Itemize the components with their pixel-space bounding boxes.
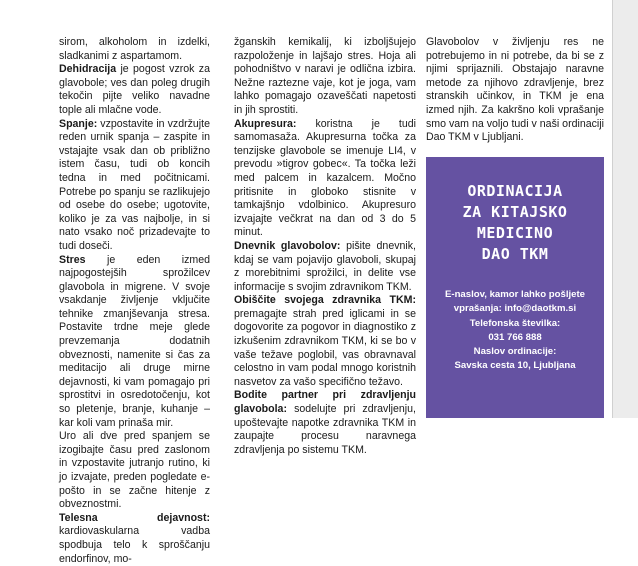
paragraph-text: premagajte strah pred iglicami in se dogovorite za pogovor in diagnostiko z izkušenim zdravnikom TKM, ki se bo v vaše težave poglobil, vas obravnaval celostno in vam podal mnogo koristnih nasvetov za vašo specifično težavo. bbox=[234, 307, 416, 388]
contact-phone: 031 766 888 bbox=[488, 331, 542, 343]
paragraph-stres bbox=[59, 254, 210, 431]
paragraph-text: je pogost vzrok za glavobole; ves dan poleg drugih tekočin pijte veliko navadne tople ali mlačne vode. bbox=[59, 63, 210, 116]
paragraph-text: je eden izmed najpogostejših sprožilcev glavobola in migrene. V svoje vsakdanje življenje vključite tehnike zmanjševanja stresa. Postavite trdne meje glede prevzemanja dodatnih obveznosti, namenite si čas za meditacijo ali druge mirne dejavnosti, ki vam pomagajo pri sprostitvi in osredotočenju, kot so pletenje, branje, kuhanje – kar koli vam prinaša mir. bbox=[59, 253, 210, 429]
paragraph-term: Dnevnik glavobolov: bbox=[234, 239, 341, 252]
paragraph-zdravnik bbox=[234, 294, 416, 389]
paragraph bbox=[234, 36, 416, 118]
article-column-2 bbox=[234, 36, 416, 457]
paragraph-partner bbox=[234, 389, 416, 457]
paragraph-term: Dehidracija bbox=[59, 63, 117, 76]
contact-email: vprašanja: info@daotkm.si bbox=[453, 303, 577, 315]
paragraph-telesna-dejavnost bbox=[59, 512, 210, 566]
paragraph-dehidracija bbox=[59, 63, 210, 117]
clinic-title-line: ORDINACIJA bbox=[467, 182, 563, 200]
contact-phone-label: Telefonska številka: bbox=[469, 317, 561, 329]
paragraph-text: Uro ali dve pred spanjem se izogibajte času pred zaslonom in vzpostavite jutranjo rutino, ki jo izvajate, preden pogledate e-pošto in se začne hitenje z obveznostmi. bbox=[59, 430, 210, 511]
paragraph-dnevnik bbox=[234, 240, 416, 294]
paragraph-text: pišite dnevnik, kdaj se vam pojavijo glavoboli, skupaj z morebitnimi sprožilci, in delite vse informacije s svojim zdravnikom TKM. bbox=[234, 239, 416, 293]
clinic-title-line: ZA KITAJSKO bbox=[462, 203, 568, 221]
paragraph-term: Telesna dejavnost: bbox=[59, 511, 210, 524]
contact-address-label: Naslov ordinacije: bbox=[473, 346, 557, 358]
contact-address: Savska cesta 10, Ljubljana bbox=[454, 360, 576, 372]
clinic-title-line: MEDICINO bbox=[476, 224, 554, 242]
paragraph-term: Obiščite svojega zdravnika TKM: bbox=[234, 294, 416, 307]
paragraph-text: žganskih kemikalij, ki izboljšujejo razpoloženje in lajšajo stres. Hoja ali pohodništvo v naravi je odlična izbira. Nežne raztezne vaje, kot je joga, vam lahko pomagajo ozaveščati napetosti in jih sprostiti. bbox=[234, 36, 416, 116]
page-edge-line bbox=[612, 0, 613, 418]
paragraph-term: Bodite partner pri zdravljenju glavobola: bbox=[234, 389, 416, 416]
paragraph-term: Spanje: bbox=[59, 117, 98, 130]
paragraph-text: Glavobolov v življenju res ne potrebujemo in ni potrebe, da bi se z njimi sprijaznili. Obstajajo naravne metode za njihovo zdravljenje, brez stranskih učinkov, in TKM je ena izmed njih. Za kakršno koli vprašanje smo vam na voljo tudi v naši ordinaciji Dao TKM v Ljubljani. bbox=[426, 36, 604, 144]
paragraph-term: Akupresura: bbox=[234, 117, 297, 130]
paragraph-text: vzpostavite in vzdržujte reden urnik spanja – zaspite in vstajajte vsak dan ob približno istem času, tudi ob koncih tedna in med počitnicami. Potrebe po spanju se razlikujejo od osebe do osebe; ugotovite, koliko je za vas najbolje, in si nato vsako noč prizadevajte to tudi doseči. bbox=[59, 117, 210, 252]
paragraph-spanje bbox=[59, 118, 210, 254]
clinic-info-box bbox=[426, 157, 604, 418]
contact-email-label: E-naslov, kamor lahko pošljete bbox=[444, 289, 586, 300]
paragraph-text: koristna je tudi samomasaža. Akupresurna točka za tenzijske glavobole se imenuje LI4, v prevodu »tigrov gobec«. Ta točka leži med palcem in kazalcem. Močno pritisnite in globoko stisnite v tamkajšnjo vdolbinico. Akupresuro izvajajte večkrat na dan od 3 do 5 minut. bbox=[234, 117, 416, 239]
paragraph-text: sirom, alkoholom in izdelki, sladkanimi z aspartamom. bbox=[59, 36, 210, 62]
paragraph-term: Stres bbox=[59, 253, 86, 266]
article-column-1 bbox=[59, 36, 210, 566]
clinic-contact bbox=[426, 288, 604, 374]
clinic-title-line: DAO TKM bbox=[481, 245, 549, 263]
paragraph bbox=[426, 36, 604, 145]
clinic-title bbox=[426, 181, 604, 265]
paragraph-text: sodelujte pri zdravljenju, upoštevajte napotke zdravnika TKM in zaupajte procesu naravnega zdravljenja po sistemu TKM. bbox=[234, 403, 416, 456]
paragraph bbox=[59, 36, 210, 63]
paragraph-akupresura bbox=[234, 118, 416, 240]
paragraph-text: kardiovaskularna vadba spodbuja telo k sproščanju endorfinov, mo- bbox=[59, 525, 210, 565]
page-edge bbox=[612, 0, 638, 418]
paragraph bbox=[59, 430, 210, 512]
article-column-3 bbox=[426, 36, 604, 145]
